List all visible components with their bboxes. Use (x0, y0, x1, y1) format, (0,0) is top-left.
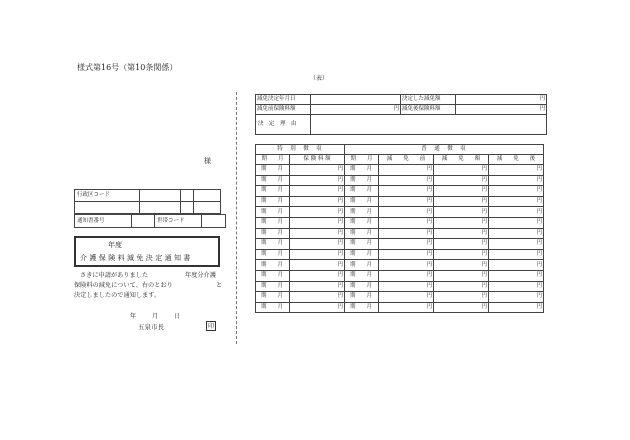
row-period-ordinary: 期 月 (345, 175, 379, 186)
row-reduction: 円 (434, 270, 489, 281)
col-after: 減 免 後 (489, 155, 544, 165)
row-before: 円 (379, 175, 434, 186)
row-period-ordinary: 期 月 (345, 260, 379, 271)
row-period-special: 期 月 (256, 165, 290, 176)
row-after: 円 (489, 239, 544, 250)
notice-number-box (74, 214, 226, 228)
row-period-ordinary: 期 月 (345, 270, 379, 281)
row-before: 円 (379, 196, 434, 207)
row-period-ordinary: 期 月 (345, 281, 379, 292)
row-period-special: 期 月 (256, 239, 290, 250)
row-after: 円 (489, 292, 544, 303)
notice-title-box (74, 236, 220, 267)
summary-table (255, 94, 547, 135)
row-period-special: 期 月 (256, 249, 290, 260)
row-period-ordinary: 期 月 (345, 207, 379, 218)
row-reduction: 円 (434, 239, 489, 250)
table-row (256, 260, 544, 271)
gyosei-code-cell (140, 190, 181, 202)
row-after: 円 (489, 228, 544, 239)
mayor-name: 五泉市長 (138, 323, 164, 331)
row-period-special: 期 月 (256, 260, 290, 271)
row-after: 円 (489, 270, 544, 281)
row-reduction: 円 (434, 228, 489, 239)
row-reduction: 円 (434, 186, 489, 197)
before-amount-label: 減免前保険料額 (256, 105, 311, 115)
row-period-ordinary: 期 月 (345, 228, 379, 239)
special-collection-header: 特 別 徴 収 (256, 145, 345, 155)
row-before: 円 (379, 207, 434, 218)
row-after: 円 (489, 186, 544, 197)
row-premium-special: 円 (290, 302, 345, 313)
row-period-special: 期 月 (256, 228, 290, 239)
row-premium-special: 円 (290, 196, 345, 207)
decision-date-label: 減免決定年月日 (256, 95, 311, 105)
row-period-ordinary: 期 月 (345, 165, 379, 176)
row-before: 円 (379, 249, 434, 260)
row-premium-special: 円 (290, 292, 345, 303)
row-after: 円 (489, 302, 544, 313)
row-period-special: 期 月 (256, 270, 290, 281)
seal-icon: 印 (207, 323, 214, 330)
row-reduction: 円 (434, 249, 489, 260)
table-row (256, 292, 544, 303)
row-reduction: 円 (434, 292, 489, 303)
ordinary-collection-header: 普 通 徴 収 (345, 145, 544, 155)
row-before: 円 (379, 292, 434, 303)
row-period-special: 期 月 (256, 281, 290, 292)
row-reduction: 円 (434, 207, 489, 218)
notice-title: 介護保険料減免決定通知書 (80, 254, 193, 262)
notice-year-label: 年度 (108, 241, 122, 249)
row-period-special: 期 月 (256, 186, 290, 197)
before-amount-value: 円 (311, 105, 401, 115)
row-before: 円 (379, 302, 434, 313)
row-before: 円 (379, 217, 434, 228)
row-period-ordinary: 期 月 (345, 217, 379, 228)
row-period-ordinary: 期 月 (345, 292, 379, 303)
body-line-1-tail: 年度分介護 (185, 272, 216, 279)
gyosei-code-spacer (75, 202, 140, 214)
row-after: 円 (489, 217, 544, 228)
date-month: 月 (152, 313, 159, 320)
after-amount-label: 減免後保険料額 (401, 105, 456, 115)
notice-number-value (132, 215, 155, 228)
table-row (256, 228, 544, 239)
body-line-2-tail: と (216, 282, 223, 289)
row-after: 円 (489, 260, 544, 271)
body-line-1: さきに申請がありました (80, 272, 149, 279)
schedule-table (255, 144, 544, 313)
row-reduction: 円 (434, 281, 489, 292)
code-boxes (74, 189, 221, 214)
gyosei-code-cell (194, 190, 221, 202)
row-period-special: 期 月 (256, 217, 290, 228)
decision-date-value (311, 95, 401, 105)
row-before: 円 (379, 186, 434, 197)
gyosei-code-cell (181, 190, 194, 202)
row-period-special: 期 月 (256, 292, 290, 303)
row-period-ordinary: 期 月 (345, 249, 379, 260)
row-period-ordinary: 期 月 (345, 239, 379, 250)
row-after: 円 (489, 165, 544, 176)
row-premium-special: 円 (290, 260, 345, 271)
table-row (256, 249, 544, 260)
date-day: 日 (174, 313, 181, 320)
row-before: 円 (379, 270, 434, 281)
table-row (256, 270, 544, 281)
row-period-ordinary: 期 月 (345, 302, 379, 313)
row-reduction: 円 (434, 260, 489, 271)
table-row (256, 196, 544, 207)
row-reduction: 円 (434, 165, 489, 176)
row-before: 円 (379, 260, 434, 271)
row-reduction: 円 (434, 302, 489, 313)
form-title: 様式第16号（第10条関係） (77, 63, 178, 72)
reason-value (311, 115, 547, 135)
row-period-special: 期 月 (256, 196, 290, 207)
row-before: 円 (379, 228, 434, 239)
row-reduction: 円 (434, 175, 489, 186)
col-premium-special: 保 険 料 額 (290, 155, 345, 165)
row-reduction: 円 (434, 196, 489, 207)
body-line-3: 決定しましたので通知します。 (74, 292, 161, 299)
row-period-special: 期 月 (256, 175, 290, 186)
reason-label: 決 定 理 由 (256, 115, 311, 135)
row-before: 円 (379, 281, 434, 292)
date-year: 年 (130, 313, 137, 320)
row-after: 円 (489, 207, 544, 218)
row-reduction: 円 (434, 217, 489, 228)
table-row (256, 186, 544, 197)
honorific: 様 (204, 157, 211, 165)
row-period-ordinary: 期 月 (345, 196, 379, 207)
row-premium-special: 円 (290, 207, 345, 218)
row-after: 円 (489, 196, 544, 207)
row-premium-special: 円 (290, 228, 345, 239)
table-row (256, 217, 544, 228)
row-premium-special: 円 (290, 239, 345, 250)
row-after: 円 (489, 281, 544, 292)
table-row (256, 175, 544, 186)
decided-amount-value: 円 (456, 95, 547, 105)
table-row (256, 165, 544, 176)
body-line-2: 保険料の減免について、右のとおり (74, 282, 173, 289)
row-premium-special: 円 (290, 217, 345, 228)
col-reduction: 減 免 額 (434, 155, 489, 165)
notice-number-label: 通知書番号 (75, 215, 132, 228)
table-row (256, 281, 544, 292)
table-row (256, 239, 544, 250)
col-before: 減 免 前 (379, 155, 434, 165)
table-row (256, 207, 544, 218)
row-before: 円 (379, 239, 434, 250)
col-period-ordinary: 期 月 (345, 155, 379, 165)
table-row (256, 302, 544, 313)
row-premium-special: 円 (290, 175, 345, 186)
row-period-ordinary: 期 月 (345, 186, 379, 197)
row-premium-special: 円 (290, 270, 345, 281)
fold-divider (236, 92, 237, 344)
gyosei-code-label: 行政区コード (75, 190, 140, 202)
row-premium-special: 円 (290, 281, 345, 292)
row-after: 円 (489, 175, 544, 186)
row-period-special: 期 月 (256, 207, 290, 218)
row-before: 円 (379, 165, 434, 176)
row-after: 円 (489, 249, 544, 260)
household-code-value (202, 215, 226, 228)
side-label: （表） (310, 75, 329, 82)
decided-amount-label: 決定した減免額 (401, 95, 456, 105)
row-premium-special: 円 (290, 186, 345, 197)
row-premium-special: 円 (290, 165, 345, 176)
row-premium-special: 円 (290, 249, 345, 260)
after-amount-value: 円 (456, 105, 547, 115)
col-period-special: 期 月 (256, 155, 290, 165)
row-period-special: 期 月 (256, 302, 290, 313)
household-code-label: 世帯コード (155, 215, 202, 228)
